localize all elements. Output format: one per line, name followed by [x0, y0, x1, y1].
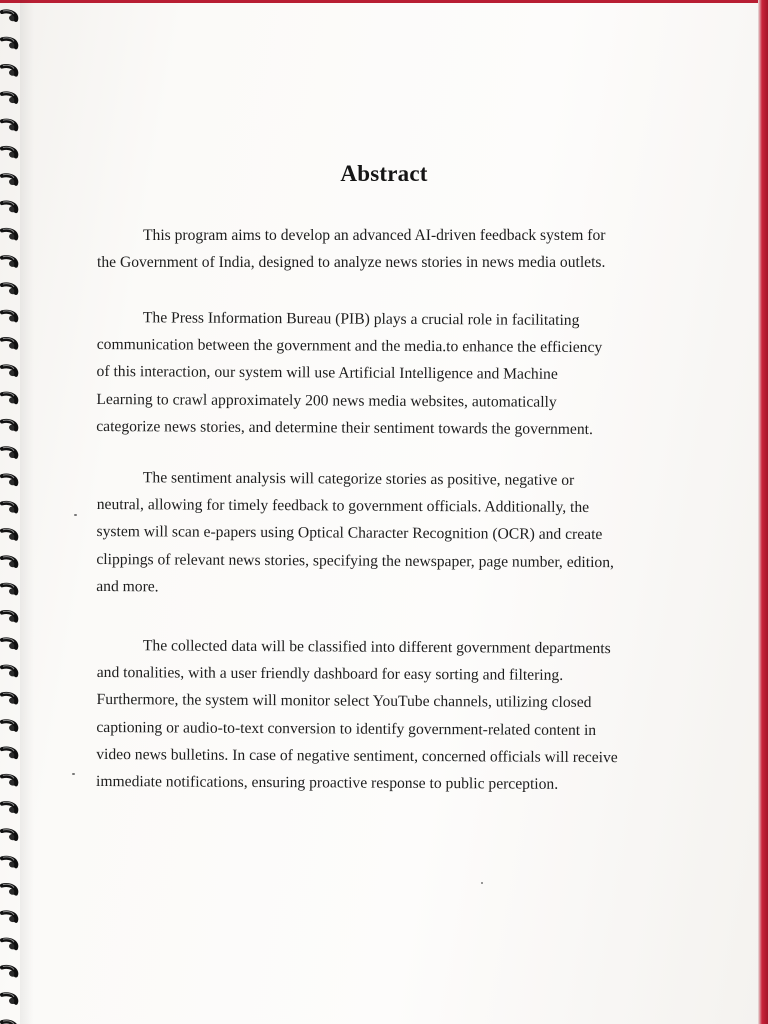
paragraph-line: clippings of relevant news stories, specifying the newspaper, page number, edition,	[96, 550, 615, 571]
paragraph-1	[97, 222, 663, 276]
scan-speck	[72, 773, 75, 775]
binding-coil	[2, 366, 17, 377]
binding-coil	[2, 229, 17, 240]
binding-coil	[2, 639, 17, 650]
binding-coil	[2, 38, 17, 49]
binding-coil	[2, 256, 17, 267]
binding-coil	[2, 775, 17, 786]
binding-coil	[2, 65, 17, 76]
paragraph-line: Learning to crawl approximately 200 news media websites, automatically	[96, 390, 557, 411]
top-red-edge	[0, 0, 768, 3]
binding-coil	[2, 284, 17, 295]
binding-coil	[2, 11, 17, 22]
binding-coil	[2, 611, 17, 622]
binding-coil	[2, 966, 17, 977]
binding-coil	[2, 120, 17, 131]
paragraph-line: Furthermore, the system will monitor select YouTube channels, utilizing closed	[96, 691, 592, 712]
paragraph-line: system will scan e-papers using Optical Character Recognition (OCR) and create	[96, 523, 603, 544]
binding-coil	[2, 147, 17, 158]
paragraph-line: categorize news stories, and determine their sentiment towards the government.	[96, 417, 593, 438]
page-title: Abstract	[340, 161, 428, 187]
binding-coil	[2, 447, 17, 458]
binding-coil	[2, 311, 17, 322]
scan-speck	[74, 514, 77, 516]
paragraph-line: This program aims to develop an advanced AI-driven feedback system for	[143, 227, 606, 244]
binding-coil	[2, 93, 17, 104]
binding-coil	[2, 666, 17, 677]
paragraph-3	[96, 464, 663, 603]
binding-coil	[2, 393, 17, 404]
binding-coil	[2, 912, 17, 923]
binding-coil	[2, 557, 17, 568]
paragraph-line: video news bulletins. In case of negative sentiment, concerned officials will receive	[96, 745, 618, 766]
paragraph-line: of this interaction, our system will use Artificial Intelligence and Machine	[96, 363, 558, 384]
binding-coil	[2, 857, 17, 868]
paragraph-4	[96, 632, 663, 799]
paragraph-line: the Government of India, designed to analyze news stories in news media outlets.	[97, 254, 606, 272]
scan-speck	[481, 882, 483, 884]
paragraph-line: The Press Information Bureau (PIB) plays a crucial role in facilitating	[142, 309, 580, 329]
paragraph-line: communication between the government and the media.to enhance the efficiency	[96, 336, 603, 357]
binding-coil	[2, 748, 17, 759]
binding-coil	[2, 584, 17, 595]
binding-coil	[2, 939, 17, 950]
paragraph-line: and tonalities, with a user friendly dashboard for easy sorting and filtering.	[96, 664, 564, 685]
binding-coil	[2, 993, 17, 1004]
binding-coil	[2, 830, 17, 841]
paragraph-line: neutral, allowing for timely feedback to government officials. Additionally, the	[96, 496, 590, 517]
paragraph-line: captioning or audio-to-text conversion to identify government-related content in	[96, 718, 597, 739]
binding-coil	[2, 529, 17, 540]
binding-coil	[2, 420, 17, 431]
binding-coil	[2, 338, 17, 349]
paragraph-2	[96, 304, 663, 443]
binding-coil	[2, 202, 17, 213]
binding-coil	[2, 720, 17, 731]
binding-coil	[2, 693, 17, 704]
spiral-binding	[0, 0, 28, 1024]
binding-coil	[2, 475, 17, 486]
paragraph-line: The collected data will be classified into different government departments	[142, 637, 611, 658]
paragraph-line: and more.	[96, 577, 159, 596]
paragraph-line: The sentiment analysis will categorize stories as positive, negative or	[142, 469, 575, 489]
right-red-edge	[758, 0, 768, 1024]
paragraph-line: immediate notifications, ensuring proactive response to public perception.	[96, 773, 559, 793]
binding-coil	[2, 502, 17, 513]
binding-coil	[2, 884, 17, 895]
binding-coil	[2, 802, 17, 813]
